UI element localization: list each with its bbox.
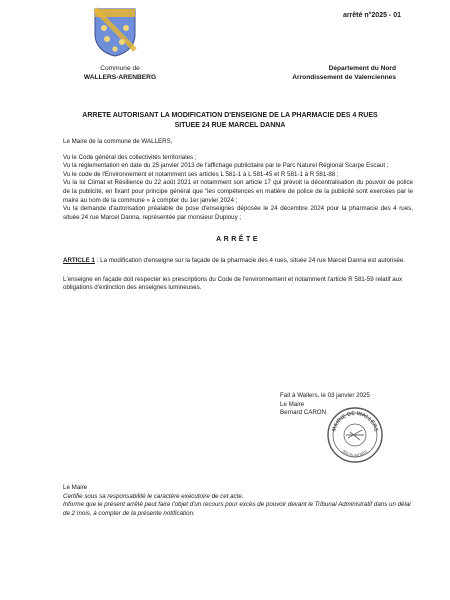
article-1	[63, 257, 413, 266]
signature-role: Le Maire	[280, 400, 305, 408]
commune-name: WALLERS-ARENBERG	[83, 74, 157, 81]
decree-reference: arrêté n°2025 - 01	[342, 12, 401, 19]
footer-role: Le Maire	[63, 484, 88, 491]
vu-item: Vu la demande d'autorisation préalable de pose d'enseignes déposée le 24 décembre 2024 pour la pharmacie des 4 rues, située 24 rue Marcel Danna, représentée par monsieur Duplouy ;	[63, 205, 413, 221]
decree-body	[63, 138, 413, 293]
article-1-label: ARTICLE 1	[63, 256, 95, 264]
vu-item: Vu la loi Climat et Résilience du 22 août 2021 et notamment son article 17 qui prévoit la décentralisation du pouvoir de police de la publicité, en fixant pour principe général que "les compétences en matière de police de la publicité sont exercées par le maire au nom de la commune » à compter du 1er janvier 2024 ;	[63, 179, 413, 204]
footer-certification: Certifie sous sa responsabilité le caractère exécutoire de cet acte.	[63, 492, 244, 500]
stamp-text-bottom: 59135 (NORD)	[341, 448, 369, 459]
official-stamp	[326, 406, 384, 464]
arrondissement-name: Arrondissement de Valenciennes	[292, 74, 396, 81]
decree-title	[60, 111, 400, 130]
commune-label: Commune de	[100, 65, 140, 72]
article-1-text: : La modification d'enseigne sur la façade de la pharmacie des 4 rues, située 24 rue Marcel Danna est autorisée.	[94, 256, 406, 264]
intro-line: Le Maire de la commune de WALLERS,	[63, 138, 173, 145]
stamp-text-top: MAIRIE DE WALLERS	[331, 410, 379, 433]
department-block	[246, 64, 396, 82]
svg-text:59135 (NORD)	[342, 448, 369, 458]
title-line-1: ARRETE AUTORISANT LA MODIFICATION D'ENSEIGNE DE LA PHARMACIE DES 4 RUES	[82, 112, 378, 119]
vu-item: Vu la réglementation en date du 25 janvier 2013 de l'affichage publicitaire par le Parc Naturel Régional Scarpe Escaut ;	[63, 162, 389, 170]
title-line-2: SITUEE 24 RUE MARCEL DANNA	[174, 121, 286, 129]
arrete-heading: ARRÊTE	[216, 236, 260, 244]
paragraph-2: L'enseigne en façade doit respecter les prescriptions du Code de l'environnement et notamment l'article R 581-59 relatif aux obligations d'extinction des enseignes lumineuses.	[63, 275, 403, 292]
department-name: Département du Nord	[328, 65, 396, 72]
coat-of-arms-logo	[92, 6, 138, 58]
footer-block	[63, 484, 413, 518]
vu-item: Vu le code de l'Environnement et notamment ses articles L 581-1 à L 581-45 et R 581-1 à R 581-88 ;	[63, 170, 339, 178]
commune-block	[70, 64, 170, 82]
signature-name: Bernard CARON	[280, 409, 327, 417]
signature-place-date: Fait à Wallers, le 03 janvier 2025	[280, 392, 370, 399]
footer-appeal-notice: Informe que le présent arrêté peut faire l'objet d'un recours pour excès de pouvoir devant le Tribunal Administratif dans un délai de 2 mois, à compter de la présente notification.	[63, 501, 411, 517]
vu-item: Vu le Code général des collectivités territoriales ;	[63, 153, 197, 161]
